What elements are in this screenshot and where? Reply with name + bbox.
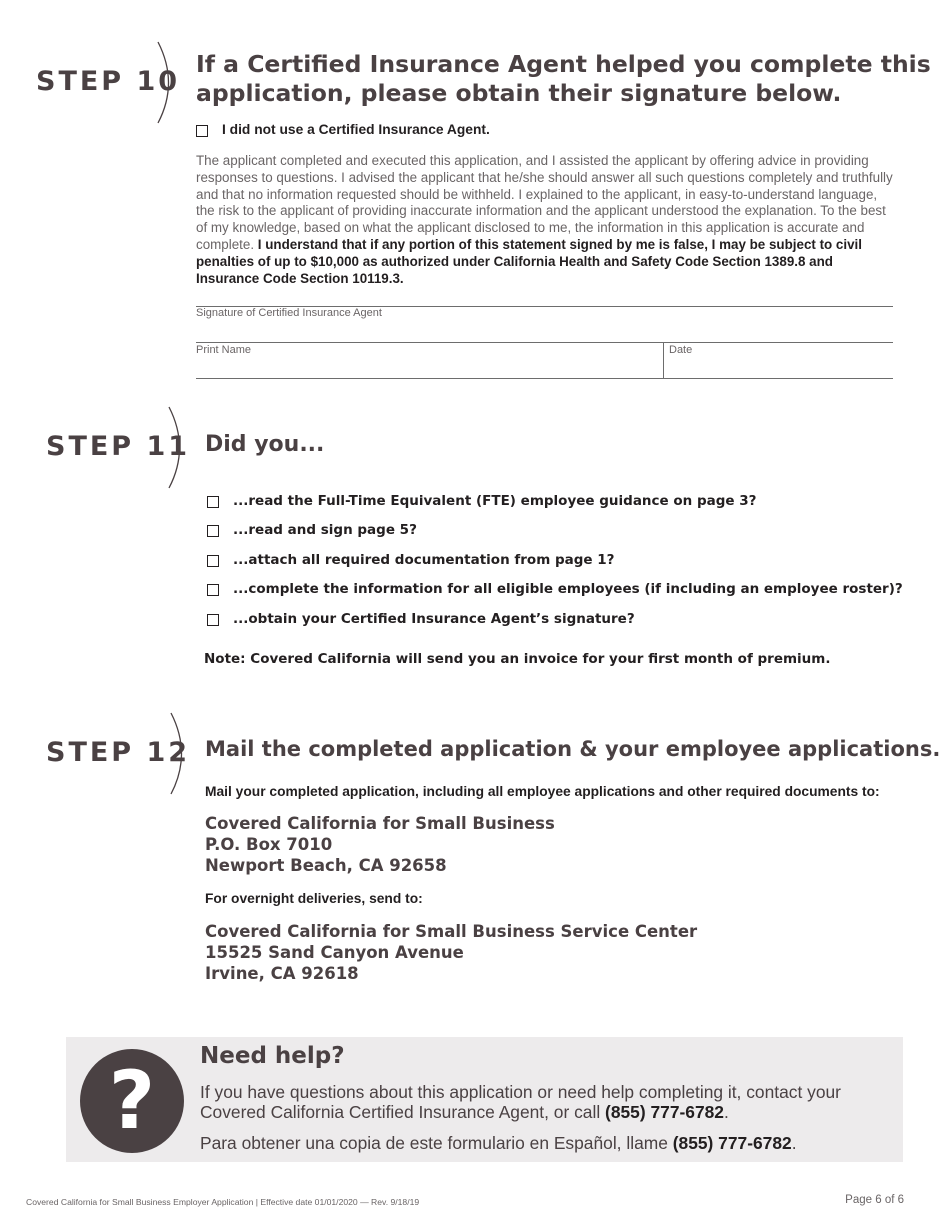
overnight-address-line-1: Covered California for Small Business Service Center [205,922,698,941]
checklist-checkbox-employee-info[interactable] [207,584,219,596]
step-10-label: STEP 10 [36,66,181,97]
checklist-checkbox-fte[interactable] [207,496,219,508]
question-mark-icon: ? [80,1049,184,1153]
help-spanish-text [200,1133,797,1153]
checklist-item-documentation: ...attach all required documentation from page 1? [233,552,615,568]
date-label: Date [669,344,693,356]
help-contact-description: If you have questions about this application or need help completing it, contact your Covered California Certified Insurance Agent, or call [200,1082,841,1122]
overnight-instruction: For overnight deliveries, send to: [205,891,423,906]
step-11-heading: Did you... [205,432,325,457]
step-12-bracket-decoration [168,711,194,797]
step-10-heading-line-1: If a Certified Insurance Agent helped you complete this [196,50,931,78]
attestation-penalty-text: I understand that if any portion of this statement signed by me is false, I may be subject to civil penalties of up to $10,000 as authorized under California Health and Safety Code Section 1389.8 and Insurance Code Section 10119.3. [196,236,862,286]
help-phone-number[interactable]: (855) 777-6782 [605,1102,724,1122]
help-period: . [723,1102,729,1122]
bottom-field-line [196,378,893,379]
invoice-note: Note: Covered California will send you an invoice for your first month of premium. [204,651,831,667]
step-11-bracket-decoration [166,405,192,491]
no-agent-label: I did not use a Certified Insurance Agent. [222,122,490,137]
agent-attestation-paragraph [196,153,893,287]
mail-address-line-2: P.O. Box 7010 [205,835,333,854]
checklist-item-sign-page-5: ...read and sign page 5? [233,522,417,538]
step-12-label: STEP 12 [46,737,191,768]
checklist-item-employee-info: ...complete the information for all eligible employees (if including an employee roster)? [233,581,903,597]
print-name-label: Print Name [196,344,252,356]
mail-address [205,813,555,876]
help-title: Need help? [200,1043,345,1069]
overnight-address-line-3: Irvine, CA 92618 [205,964,359,983]
mail-address-line-1: Covered California for Small Business [205,814,555,833]
checklist-checkbox-sign-page-5[interactable] [207,525,219,537]
help-spanish-description: Para obtener una copia de este formulario en Español, llame [200,1133,668,1153]
no-agent-checkbox[interactable] [196,125,208,137]
help-spanish-phone-number[interactable]: (855) 777-6782 [672,1133,792,1153]
mail-address-line-3: Newport Beach, CA 92658 [205,856,447,875]
checklist-checkbox-agent-signature[interactable] [207,614,219,626]
step-10-heading [196,50,931,108]
print-name-field[interactable] [196,343,662,378]
step-12-heading: Mail the completed application & your employee applications. [205,737,941,761]
footer-document-info: Covered California for Small Business Employer Application | Effective date 01/01/2020 — Rev. 9/18/19 [26,1197,420,1207]
checklist-checkbox-documentation[interactable] [207,555,219,567]
checklist-item-agent-signature: ...obtain your Certified Insurance Agent’s signature? [233,611,635,627]
step-11-label: STEP 11 [46,431,191,462]
attestation-text: The applicant completed and executed this application, and I assisted the applicant by offering advice in providing responses to questions. I advised the applicant that he/she should answer all such questions completely and truthfully and that no information requested should be withheld. I explained to the applicant, in easy-to-understand language, the risk to the applicant of providing inaccurate information and the applicant understood the explanation. To the best of my knowledge, based on what the applicant disclosed to me, the information in this application is accurate and complete. [196,153,893,252]
help-spanish-period: . [791,1133,797,1153]
overnight-address [205,921,697,984]
date-field[interactable] [664,343,893,378]
overnight-address-line-2: 15525 Sand Canyon Avenue [205,943,464,962]
mail-instruction: Mail your completed application, including all employee applications and other required documents to: [205,784,880,799]
step-10-heading-line-2: application, please obtain their signature below. [196,79,842,107]
checklist-item-fte: ...read the Full-Time Equivalent (FTE) employee guidance on page 3? [233,493,757,509]
agent-signature-label: Signature of Certified Insurance Agent [196,307,382,319]
step-10-bracket-decoration [155,40,181,126]
footer-page-number: Page 6 of 6 [845,1194,904,1206]
help-contact-text [200,1082,890,1122]
